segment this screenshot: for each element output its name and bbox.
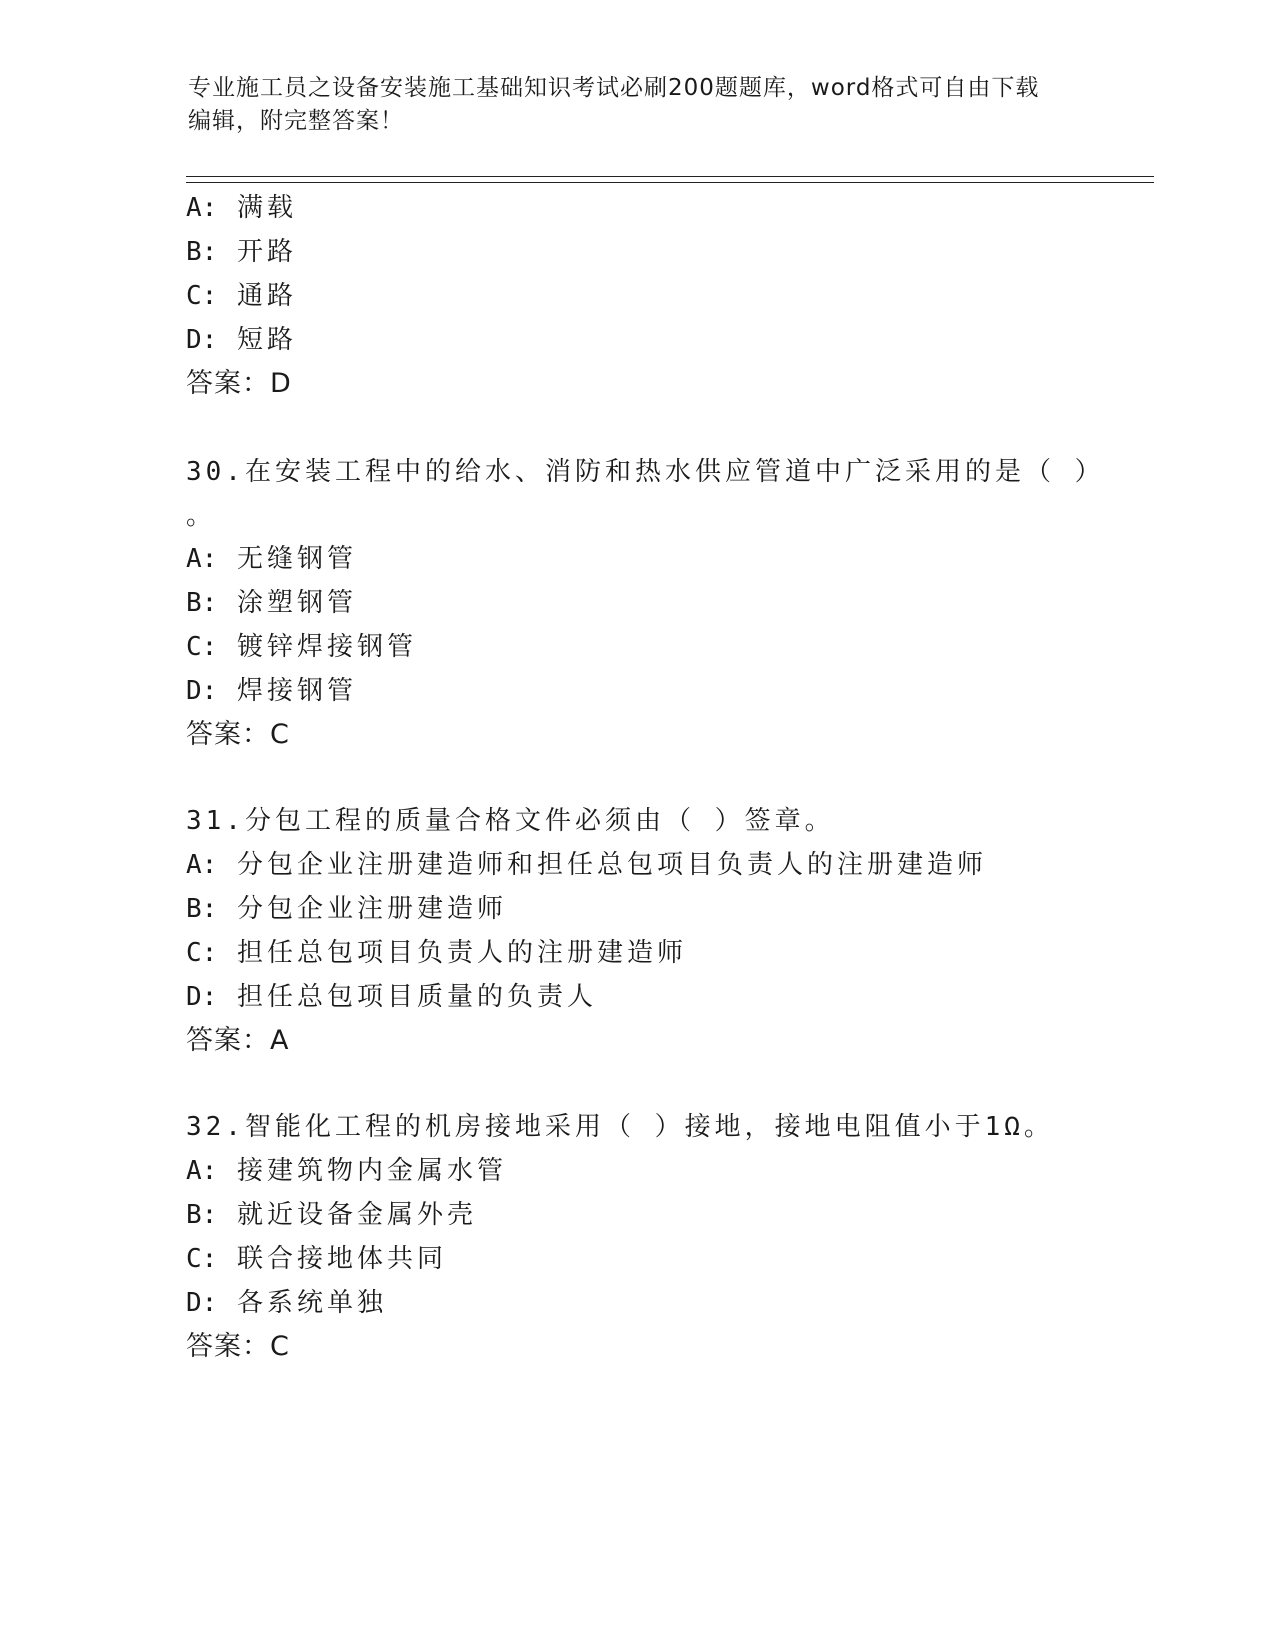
option-text: 分包企业注册建造师 <box>236 894 507 924</box>
option-text: 无缝钢管 <box>236 544 357 574</box>
q31-stem: 31.分包工程的质量合格文件必须由（ ）签章。 <box>186 806 835 836</box>
header-title-line-2: 编辑，附完整答案！ <box>188 108 404 134</box>
option-text: 分包企业注册建造师和担任总包项目负责人的注册建造师 <box>236 850 987 880</box>
option-key: A: <box>186 544 218 574</box>
option-text: 各系统单独 <box>236 1288 387 1318</box>
option-key: C: <box>186 1244 218 1274</box>
option-text: 涂塑钢管 <box>236 588 357 618</box>
header-divider-bottom <box>186 182 1154 183</box>
option-key: C: <box>186 632 218 662</box>
option-key: B: <box>186 1200 218 1230</box>
header-divider-top <box>186 176 1154 177</box>
q31-option-b <box>186 893 507 925</box>
q32-stem: 32.智能化工程的机房接地采用（ ）接地，接地电阻值小于1Ω。 <box>186 1112 1054 1142</box>
option-text: 联合接地体共同 <box>236 1244 447 1274</box>
option-text: 接建筑物内金属水管 <box>236 1156 507 1186</box>
option-key: B: <box>186 237 218 267</box>
q30-option-b <box>186 587 357 619</box>
option-text: 担任总包项目负责人的注册建造师 <box>236 938 687 968</box>
q32-option-b <box>186 1199 477 1231</box>
option-text: 担任总包项目质量的负责人 <box>236 982 597 1012</box>
q32-option-a <box>186 1155 507 1187</box>
option-text: 镀锌焊接钢管 <box>236 632 417 662</box>
q29-option-b <box>186 236 297 268</box>
q32-option-c <box>186 1243 447 1275</box>
q30-option-d <box>186 675 357 707</box>
option-key: D: <box>186 676 218 706</box>
option-text: 就近设备金属外壳 <box>236 1200 477 1230</box>
option-text: 通路 <box>236 281 297 311</box>
document-header <box>188 72 1088 138</box>
q32-option-d <box>186 1287 387 1319</box>
option-key: C: <box>186 281 218 311</box>
option-text: 短路 <box>236 325 297 355</box>
q29-option-a <box>186 192 297 224</box>
q31-option-c <box>186 937 687 969</box>
option-text: 开路 <box>236 237 297 267</box>
q29-option-c <box>186 280 297 312</box>
option-key: D: <box>186 982 218 1012</box>
q30-stem-continuation: 。 <box>186 501 217 531</box>
option-key: A: <box>186 850 218 880</box>
option-key: A: <box>186 193 218 223</box>
q31-option-a <box>186 849 987 881</box>
q30-option-a <box>186 543 357 575</box>
q31-answer: 答案：A <box>186 1025 290 1056</box>
q30-answer: 答案：C <box>186 719 290 750</box>
option-key: B: <box>186 588 218 618</box>
q32-answer: 答案：C <box>186 1331 290 1362</box>
q29-answer: 答案：D <box>186 368 292 399</box>
option-text: 满载 <box>236 193 297 223</box>
option-key: B: <box>186 894 218 924</box>
header-title-line-1: 专业施工员之设备安装施工基础知识考试必刷200题题库，word格式可自由下载 <box>188 75 1040 101</box>
option-text: 焊接钢管 <box>236 676 357 706</box>
q30-option-c <box>186 631 417 663</box>
q29-option-d <box>186 324 297 356</box>
option-key: C: <box>186 938 218 968</box>
option-key: D: <box>186 325 218 355</box>
q31-option-d <box>186 981 597 1013</box>
q30-stem: 30.在安装工程中的给水、消防和热水供应管道中广泛采用的是（ ） <box>186 457 1105 487</box>
option-key: A: <box>186 1156 218 1186</box>
option-key: D: <box>186 1288 218 1318</box>
